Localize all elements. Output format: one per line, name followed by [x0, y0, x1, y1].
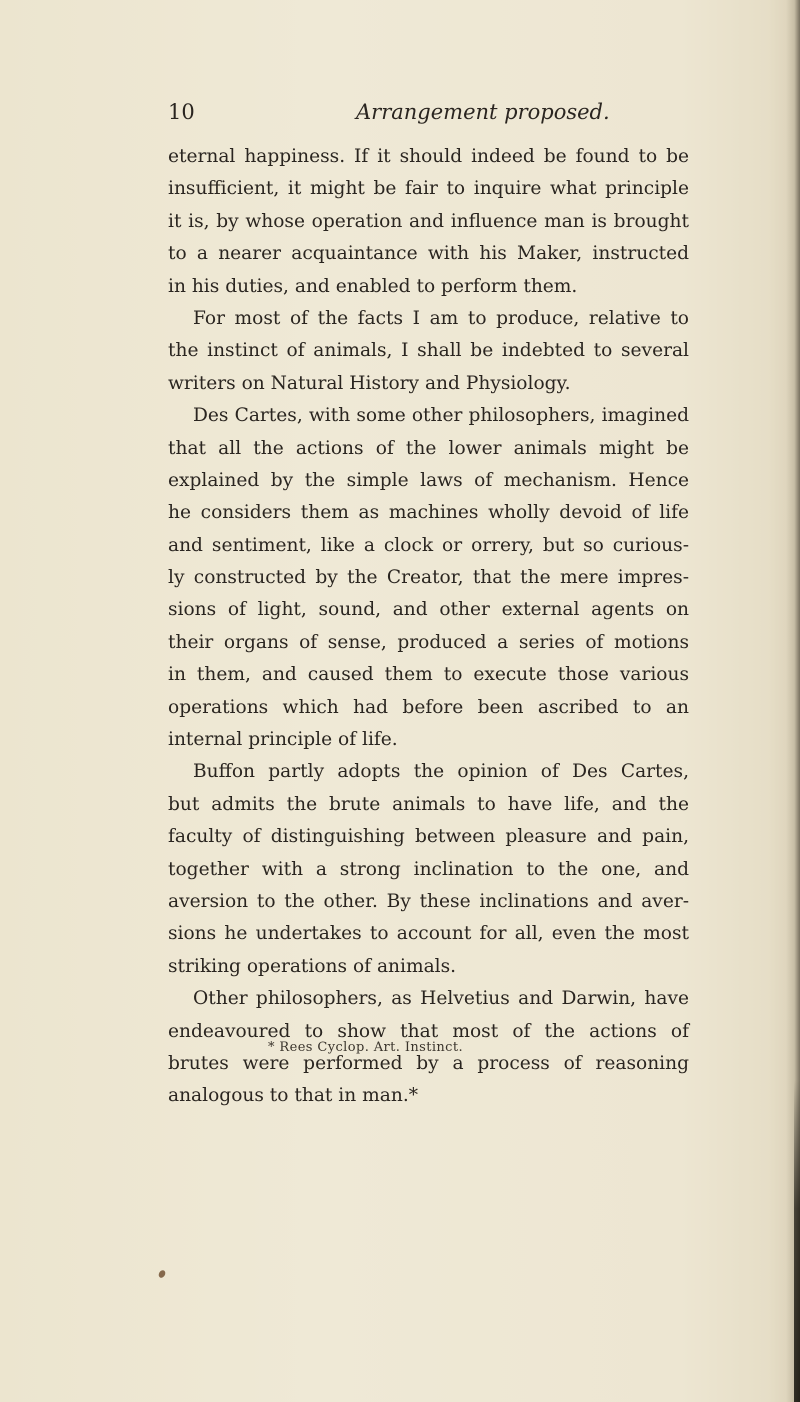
text-line: Buffon partly adopts the opinion of Des Cartes, — [193, 761, 689, 783]
text-line: internal principle of life. — [168, 729, 398, 751]
text-line: insufficient, it might be fair to inquire what principle — [168, 178, 689, 200]
text-line: Des Cartes, with some other philosophers, imagined — [193, 405, 689, 427]
text-line: that all the actions of the lower animals might be — [168, 437, 689, 459]
page-header — [168, 100, 688, 140]
text-line: writers on Natural History and Physiology. — [168, 372, 571, 394]
text-line: sions of light, sound, and other external agents on — [168, 599, 689, 621]
text-line: it is, by whose operation and influence man is brought — [168, 210, 689, 232]
text-line: Other philosophers, as Helvetius and Darwin, have — [193, 988, 689, 1010]
text-line: analogous to that in man.* — [168, 1085, 419, 1107]
text-line: and sentiment, like a clock or orrery, but so curious- — [168, 534, 689, 556]
text-line: operations which had before been ascribed to an — [168, 696, 689, 718]
footnote: * Rees Cyclop. Art. Instinct. — [268, 1040, 464, 1055]
text-line: explained by the simple laws of mechanism. Hence — [168, 469, 689, 491]
text-line: faculty of distinguishing between pleasure and pain, — [168, 826, 689, 848]
text-line: to a nearer acquaintance with his Maker, instructed — [168, 243, 689, 265]
page-edge-dark — [794, 1080, 800, 1402]
text-line: but admits the brute animals to have life, and the — [168, 793, 689, 815]
text-line: striking operations of animals. — [168, 955, 457, 977]
text-line: For most of the facts I am to produce, relative to — [193, 307, 689, 329]
text-line: in his duties, and enabled to perform them. — [168, 275, 578, 297]
text-line: the instinct of animals, I shall be indebted to several — [168, 340, 689, 362]
text-line: brutes were performed by a process of reasoning — [168, 1052, 689, 1074]
text-line: ly constructed by the Creator, that the mere impres- — [168, 567, 689, 589]
running-title: Arrangement proposed. — [356, 100, 610, 124]
text-line: eternal happiness. If it should indeed be found to be — [168, 146, 689, 167]
text-line: aversion to the other. By these inclinations and aver- — [168, 890, 689, 912]
text-line: endeavoured to show that most of the actions of — [168, 1020, 689, 1042]
ink-stain — [157, 1269, 166, 1279]
text-line: he considers them as machines wholly devoid of life — [168, 502, 689, 524]
text-line: their organs of sense, produced a series of motions — [168, 631, 689, 653]
text-line: sions he undertakes to account for all, even the most — [168, 923, 689, 945]
text-line: together with a strong inclination to the one, and — [168, 858, 689, 880]
text-line: in them, and caused them to execute those various — [168, 664, 689, 686]
page-number: 10 — [168, 100, 195, 124]
body-text — [168, 141, 689, 1113]
